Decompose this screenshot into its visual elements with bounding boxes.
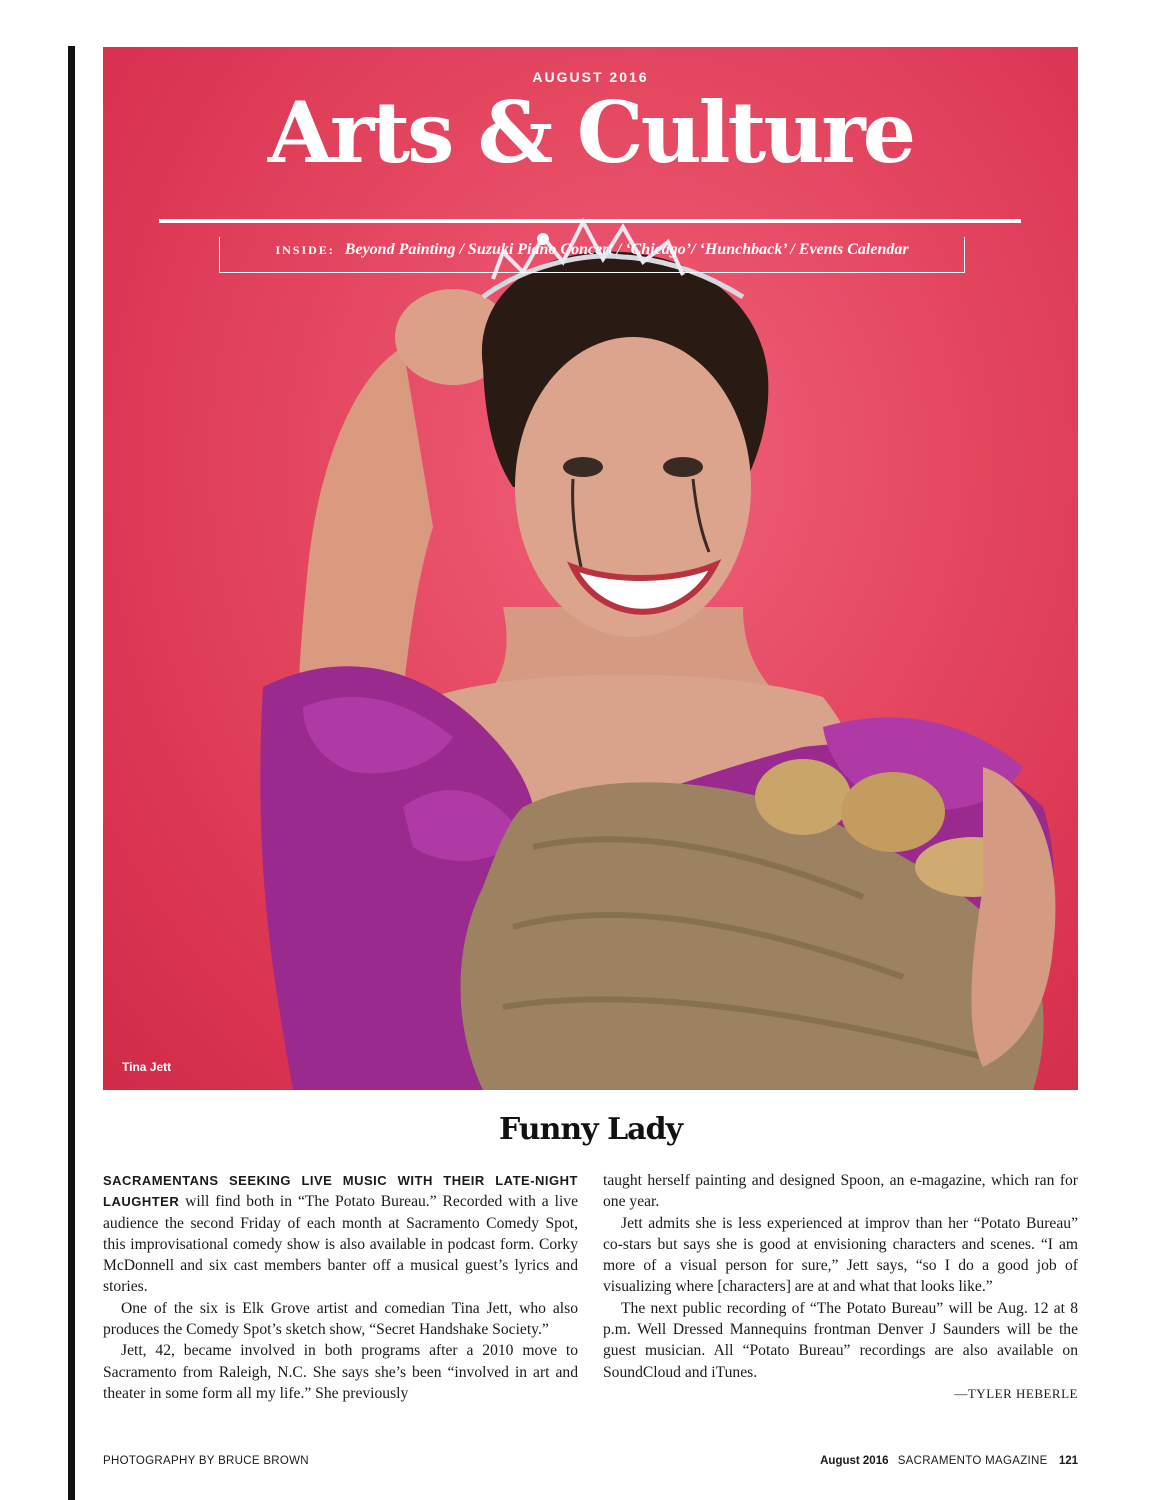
cover-photo: [103, 47, 1078, 1090]
inside-label: INSIDE:: [275, 243, 335, 257]
paragraph-4: Jett admits she is less experienced at improv than her “Potato Bureau” co-stars but says she is good at envisioning characters and scenes. “I am more of a visual person for sure,” Jett says, “so I do a good job of visualizing where [characters] are at and what that looks like.”: [603, 1214, 1078, 1296]
paragraph-3-continued: taught herself painting and designed Spoon, an e-magazine, which ran for one year.: [603, 1172, 1078, 1211]
lead-in: SACRAMENTANS SEEKING LIVE MUSIC WITH THEIR LATE-NIGHT LAUGHTER: [103, 1173, 578, 1210]
paragraph-5: The next public recording of “The Potato Bureau” will be Aug. 12 at 8 p.m. Well Dressed Mannequins frontman Denver J Saunders will be the guest musician. All “Potato Bureau” recordings are also available on SoundCloud and iTunes.: [603, 1299, 1078, 1381]
folio-date: August 2016: [820, 1455, 889, 1467]
photo-caption: Tina Jett: [122, 1060, 172, 1074]
folio: [820, 1455, 1078, 1467]
paragraph-1: [103, 1170, 578, 1298]
page-edge-bar: [68, 46, 75, 1500]
paragraph-1-body: will find both in “The Potato Bureau.” Recorded with a live audience the second Friday of each month at Sacramento Comedy Spot, this improvisational comedy show is also available in podcast form. Corky McDonnell and six cast members banter off a musical guest’s lyrics and stories.: [103, 1193, 578, 1296]
inside-items: Beyond Painting / Suzuki Piano Concert / ‘Chicago’/ ‘Hunchback’ / Events Calendar: [344, 241, 909, 258]
article-headline: Funny Lady: [498, 1112, 683, 1147]
photo-credit: PHOTOGRAPHY BY BRUCE BROWN: [103, 1455, 309, 1467]
inside-teaser: [220, 241, 964, 259]
section-title: Arts & Culture: [267, 83, 914, 182]
title-rule: [159, 219, 1021, 223]
issue-date-kicker: AUGUST 2016: [532, 69, 649, 85]
inside-bracket: [219, 237, 965, 273]
article-column-right: [603, 1170, 1078, 1404]
paragraph-3: Jett, 42, became involved in both programs after a 2010 move to Sacramento from Raleigh, N.C. She says she’s been “involved in art and theater in some form all my life.” She previously: [103, 1342, 578, 1402]
potato-1: [755, 759, 851, 835]
left-eye: [563, 457, 603, 477]
article-column-left: [103, 1170, 578, 1404]
potato-2: [841, 772, 945, 852]
paragraph-2: One of the six is Elk Grove artist and comedian Tina Jett, who also produces the Comedy Spot’s sketch show, “Secret Handshake Society.”: [103, 1299, 578, 1339]
portrait-illustration: [103, 47, 1078, 1090]
page-number: 121: [1058, 1455, 1078, 1467]
byline: —TYLER HEBERLE: [954, 1385, 1078, 1401]
folio-magazine: SACRAMENTO MAGAZINE: [897, 1455, 1048, 1467]
right-eye: [663, 457, 703, 477]
